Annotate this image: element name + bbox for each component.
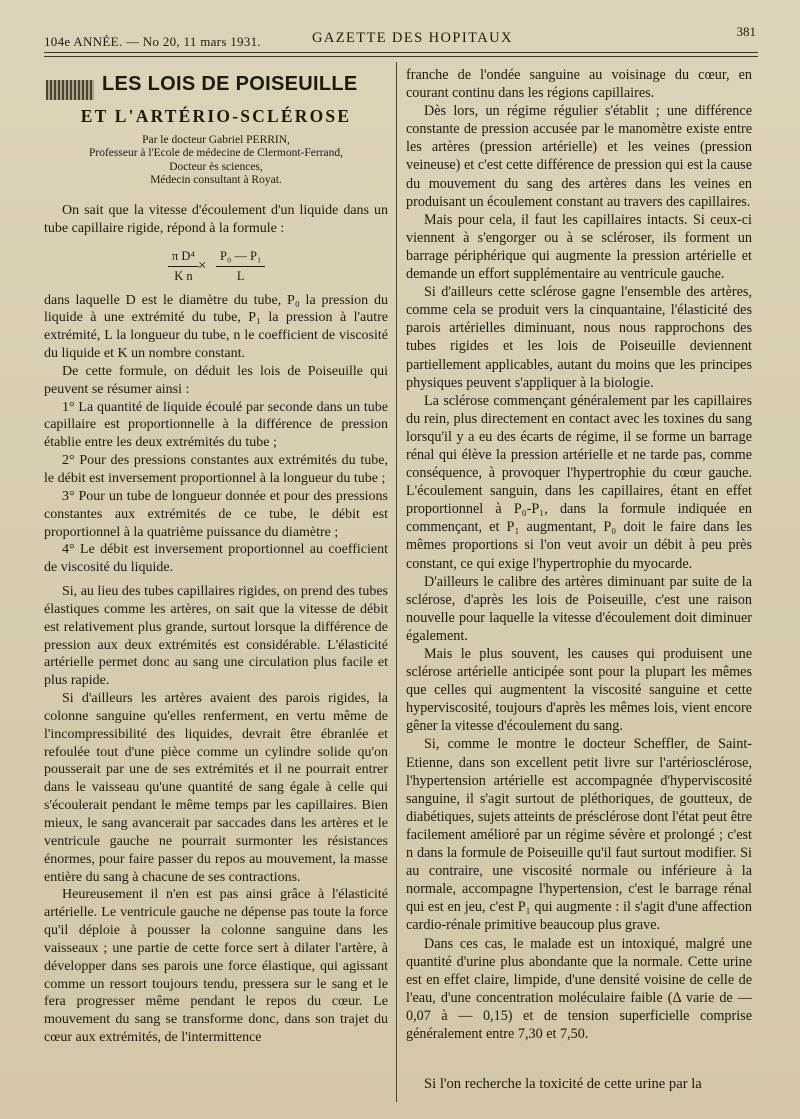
- left-column: [44, 66, 388, 1047]
- column-divider: [396, 62, 397, 1102]
- paragraph: D'ailleurs le calibre des artères diminuant par suite de la sclérose, d'après les lois de Poiseuille, c'est une raison nouvelle pour laquelle la vitesse d'écoulement doit diminuer également.: [406, 573, 752, 644]
- list-item: 4° Le débit est inversement proportionnel au coefficient de viscosité du liquide.: [44, 542, 388, 576]
- continued-line: Si l'on recherche la toxicité de cette urine par la: [424, 1076, 702, 1092]
- paragraph: Si d'ailleurs les artères avaient des parois rigides, la colonne sanguine qu'elles renferment, en vertu même de l'incompressibilité des liquides, devrait être ébranlée et refoulée tout d'une pièce comme un cylindre solide qu'on pousserait par une de ses extrémités et il ne pourrait entrer dans le vaisseau qu'une quantité de sang égale à celle qui s'écoulerait pendant le même temps par les capillaires. Bien mieux, le sang avancerait par saccades dans les artères et le ventricule gauche ne pourrait surmonter les résistances énormes, pour faire passer du repos au mouvement, la masse entière du sang à chacune de ses contractions.: [44, 691, 388, 885]
- issue-info: 104e ANNÉE. — No 20, 11 mars 1931.: [44, 34, 261, 49]
- list-item: 1° La quantité de liquide écoulé par seconde dans un tube capillaire est proportionnelle à la différence de pression établie entre les deux extrémités du tube ;: [44, 399, 388, 451]
- byline-degree: Docteur ès sciences,: [169, 160, 263, 173]
- list-item: 3° Pour un tube de longueur donnée et pour des pressions constantes aux extrémités de ce tube, le débit est proportionnel à la quatrième puissance du diamètre ;: [44, 488, 388, 540]
- paragraph: Mais pour cela, il faut les capillaires intacts. Si ceux-ci viennent à s'engorger ou à se scléroser, ils forment un barrage périphérique qui augmente la pression artérielle et demande un effort supplémentaire au ventricule gauche.: [406, 211, 752, 283]
- paragraph: Mais le plus souvent, les causes qui produisent une sclérose artérielle anticipée sont pour la plupart les mêmes que celles qui augmentent la viscosité sanguine et cette hyperviscosité, toujours d'après les mêmes lois, vient encore gêner la vitesse d'écoulement du sang.: [406, 646, 752, 735]
- formula-numerator: π D⁴: [168, 248, 199, 268]
- journal-name: GAZETTE DES HOPITAUX: [312, 30, 513, 46]
- ornament-icon: [46, 80, 94, 100]
- article-subtitle: ET L'ARTÉRIO-SCLÉROSE: [80, 106, 352, 126]
- formula-numerator: P₀ — P₁: [216, 248, 265, 268]
- formula-denominator: K n: [174, 269, 193, 284]
- header-rule-thin: [44, 56, 758, 57]
- paragraph: Dans ces cas, le malade est un intoxiqué, malgré une quantité d'urine plus abondante que la normale. Cette urine est en effet claire, limpide, d'une densité voisine de celle de l'eau, d'une concentration moléculaire faible (Δ varie de — 0,07 à — 0,15) et de tension superficielle comprise généralement entre 7,30 et 7,50.: [406, 935, 752, 1042]
- byline-author: Par le docteur Gabriel PERRIN,: [142, 133, 290, 146]
- page-header: [44, 26, 756, 54]
- paragraph: La sclérose commençant généralement par les capillaires du rein, plus directement en contact avec les toxines du sang lorsqu'il y a eu des écarts de régime, il se forme un barrage rénal qui élève la pression artérielle et ne tarde pas, comme conséquence, à provoquer l'hypertrophie du cœur gauche. L'écoulement sanguin, dans les capillaires, étant en effet proportionnel à P₀-P₁, dans la formule indiquée en commençant, et P₁ augmentant, P₀ doit le faire dans les mêmes proportions si l'on veut avoir un débit à peu près constant, ce qui exige l'hypertrophie du myocarde.: [406, 392, 752, 572]
- paragraph: Dès lors, un régime régulier s'établit ; une différence constante de pression accusée par le manomètre existe entre les artères (pression artérielle) et les veines (pression veineuse) et c'est cette différence de pression qui est la cause du mouvement du sang des artères dans les veines en produisant un écoulement constant au travers des capillaires.: [406, 103, 752, 210]
- paragraph: Si, comme le montre le docteur Scheffler, de Saint-Etienne, dans son excellent petit livre sur l'artériosclérose, l'hypertension artérielle est accompagnée d'hyperviscosité sanguine, il s'agit surtout de pléthoriques, de goutteux, de diabétiques, sujets atteints de présclérose dont l'état peut être facilement amélioré par un régime sévère et prolongé ; c'est n dans la formule de Poiseuille qu'il faut surtout modifier. Si au contraire, une viscosité normale ou inférieure à la normale, accompagne l'hypertension, c'est le barrage rénal qui est en jeu, c'est P₁ qui augmente : il s'agit d'une affection cardio-rénale primitive beaucoup plus grave.: [406, 736, 752, 934]
- list-item: 2° Pour des pressions constantes aux extrémités du tube, le débit est inversement proportionnel à la longueur du tube ;: [44, 453, 388, 486]
- formula-denominator: L: [236, 269, 245, 284]
- byline: [44, 134, 388, 188]
- article-title: LES LOIS DE POISEUILLE: [102, 73, 358, 95]
- paragraph: On sait que la vitesse d'écoulement d'un liquide dans un tube capillaire rigide, répond à la formule :: [44, 202, 388, 236]
- right-column: [406, 66, 752, 1043]
- paragraph: dans laquelle D est le diamètre du tube, P₀ la pression du liquide à une extrémité du tube, P₁ la pression à l'autre extrémité, L la longueur du tube, n le coefficient de viscosité du liquide et K un nombre constant.: [44, 292, 388, 362]
- paragraph: Si d'ailleurs cette sclérose gagne l'ensemble des artères, comme cela se produit vers la cinquantaine, l'élasticité des parois artérielles diminuant, nous nous rapprochons des tubes rigides et les lois de Poiseuille deviennent partiellement applicables, autant du moins que les principes physiques peuvent s'appliquer à la biologie.: [406, 284, 752, 391]
- paragraph: Si, au lieu des tubes capillaires rigides, on prend des tubes élastiques comme les artères, on sait que la vitesse de débit est relativement plus grande, surtout lorsque la différence de pression aux deux extrémités est considérable. L'élasticité artérielle permet donc au sang une circulation plus facile et plus rapide.: [44, 584, 388, 689]
- formula-fraction: [168, 248, 199, 287]
- formula-times: ×: [198, 257, 207, 274]
- page-number: 381: [736, 24, 756, 39]
- header-rule: [44, 52, 758, 53]
- paragraph: franche de l'ondée sanguine au voisinage du cœur, en courant continu dans les régions capillaires.: [406, 67, 752, 102]
- formula-fraction: [216, 248, 265, 287]
- poiseuille-formula: [44, 246, 388, 286]
- paragraph: Heureusement il n'en est pas ainsi grâce à l'élasticité artérielle. Le ventricule gauche ne dépense pas toute la force qu'il déploie à pousser la colonne sanguine dans les vaisseaux ; une partie de cette force sert à dilater l'artère, à développer dans ses parois une force élastique, qui agissant comme un ressort toujours tendu, pressera sur le sang et le fera progresser même pendant le repos du cœur. Le mouvement du sang se transforme donc, dans son trajet du cœur aux extrémités, de l'intermittence: [44, 887, 388, 1046]
- article-title-row: [44, 73, 388, 104]
- byline-location: Médecin consultant à Royat.: [150, 174, 282, 187]
- paragraph: De cette formule, on déduit les lois de Poiseuille qui peuvent se résumer ainsi :: [44, 363, 388, 397]
- byline-position: Professeur à l'Ecole de médecine de Clermont-Ferrand,: [88, 147, 344, 160]
